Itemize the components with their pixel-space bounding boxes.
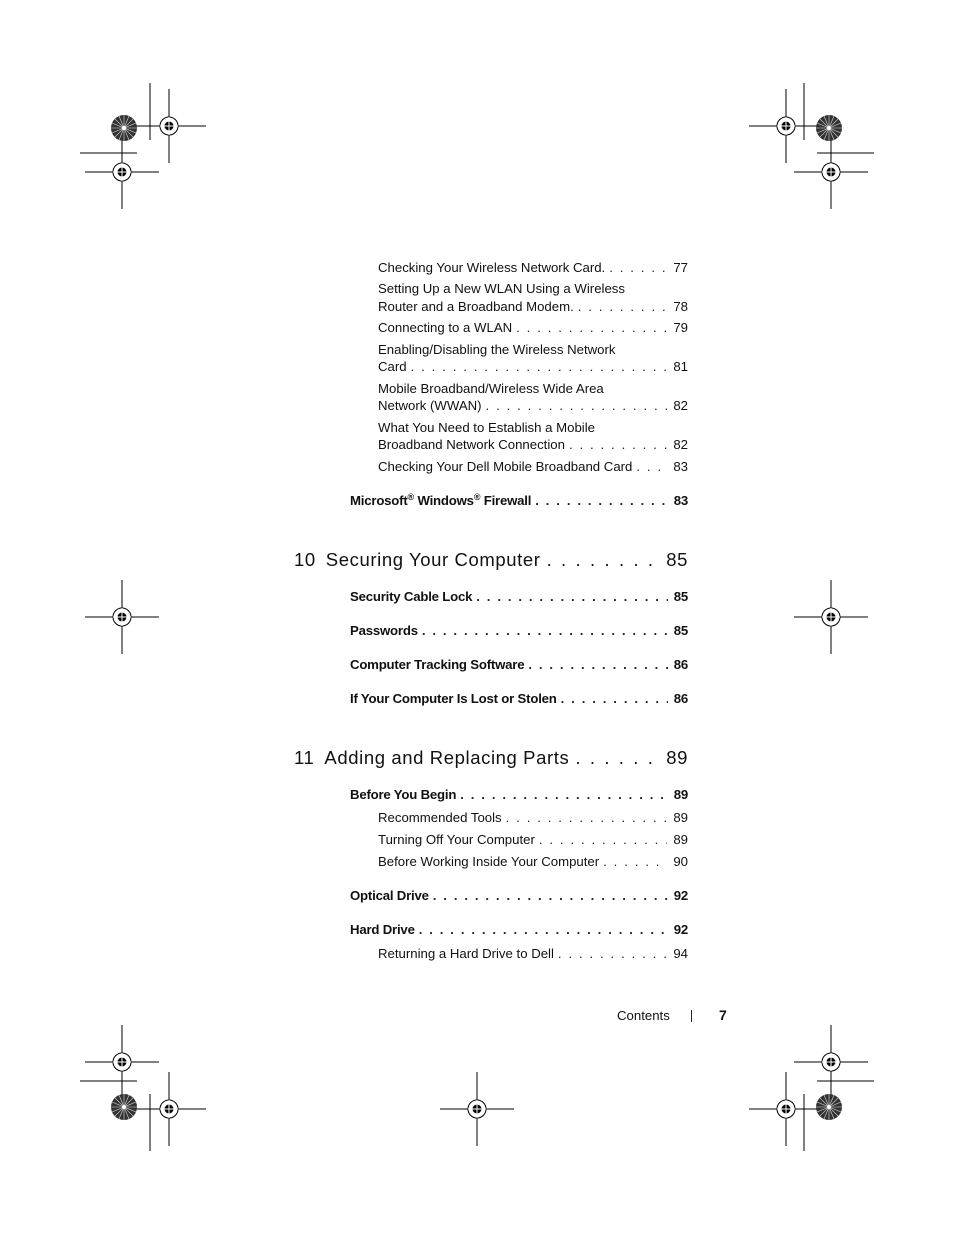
toc-entry-page: 83 — [673, 493, 688, 508]
chapter-page: 89 — [666, 747, 688, 768]
toc-entry-title: Checking Your Wireless Network Card. — [378, 260, 606, 275]
toc-entry-page: 92 — [673, 888, 688, 903]
firewall-part-firewall: Firewall — [480, 493, 532, 508]
crosshair-target-icon — [749, 1072, 823, 1146]
registered-mark: ® — [407, 492, 414, 502]
crop-line — [804, 1081, 874, 1151]
firewall-part-microsoft: Microsoft — [350, 493, 408, 508]
toc-entry-title-line1: Setting Up a New WLAN Using a Wireless — [378, 281, 625, 296]
toc-entry-title: Returning a Hard Drive to Dell — [378, 946, 554, 961]
starburst-target-icon — [111, 115, 137, 141]
chapter-title: Securing Your Computer — [325, 549, 541, 570]
registered-mark: ® — [473, 492, 481, 502]
toc-entry-page: 79 — [673, 320, 688, 335]
toc-entry-title: Before You Begin — [350, 787, 457, 802]
toc-entry-title-line1: What You Need to Establish a Mobile — [378, 420, 595, 435]
toc-entry-title: Router and a Broadband Modem. — [378, 299, 574, 314]
crosshair-target-icon — [749, 89, 823, 163]
toc-entry-title: Connecting to a WLAN — [378, 320, 513, 335]
chapter-number: 10 — [294, 549, 316, 570]
toc-entry-page: 86 — [673, 657, 688, 672]
toc-entry-title: Passwords — [350, 623, 418, 638]
firewall-part-windows: Windows — [413, 493, 474, 508]
toc-entry-title: Computer Tracking Software — [350, 657, 525, 672]
toc-entry-page: 83 — [673, 459, 688, 474]
toc-entry-title: Broadband Network Connection — [378, 437, 565, 452]
toc-entry-page: 89 — [673, 832, 688, 847]
crosshair-target-icon — [440, 1072, 514, 1146]
toc-entry-page: 90 — [673, 854, 688, 869]
toc-entry-title: Before Working Inside Your Computer — [378, 854, 600, 869]
toc-entry-title: Hard Drive — [350, 922, 415, 937]
toc-entry-page: 89 — [673, 787, 688, 802]
toc-entry-page: 86 — [673, 691, 688, 706]
crosshair-target-icon — [132, 1072, 206, 1146]
starburst-target-icon — [111, 1094, 137, 1120]
toc-entry-title-line1: Enabling/Disabling the Wireless Network — [378, 342, 616, 357]
crosshair-target-icon — [794, 1025, 868, 1099]
chapter-title: Adding and Replacing Parts — [324, 747, 570, 768]
toc-entry-page: 82 — [673, 437, 688, 452]
toc-entry-page: 92 — [673, 922, 688, 937]
crosshair-target-icon — [85, 135, 159, 209]
footer-label: Contents — [617, 1008, 670, 1023]
footer-page-number: 7 — [719, 1007, 727, 1023]
crop-line — [804, 83, 874, 153]
toc-entry-title: Network (WWAN) — [378, 398, 482, 413]
toc-entry-title: Checking Your Dell Mobile Broadband Card — [378, 459, 633, 474]
toc-entry-page: 82 — [673, 398, 688, 413]
toc-entry-page: 85 — [673, 589, 688, 604]
crosshair-target-icon — [132, 89, 206, 163]
toc-entry-page: 81 — [673, 359, 688, 374]
toc-entry-page: 78 — [673, 299, 688, 314]
toc-entry-page: 77 — [673, 260, 688, 275]
toc-entry-title: Security Cable Lock — [350, 589, 473, 604]
toc-entry-title: Recommended Tools — [378, 810, 502, 825]
crop-line — [80, 83, 150, 153]
starburst-target-icon — [816, 115, 842, 141]
toc-entry-title-line1: Mobile Broadband/Wireless Wide Area — [378, 381, 604, 396]
toc-entry-title: Turning Off Your Computer — [378, 832, 535, 847]
crosshair-target-icon — [85, 580, 159, 654]
toc-entry-page: 94 — [673, 946, 688, 961]
starburst-target-icon — [816, 1094, 842, 1120]
crosshair-target-icon — [794, 580, 868, 654]
crosshair-target-icon — [85, 1025, 159, 1099]
toc-entry-title: Optical Drive — [350, 888, 429, 903]
toc-entry-title: Card — [378, 359, 407, 374]
chapter-page: 85 — [666, 549, 688, 570]
toc-entry-page: 85 — [673, 623, 688, 638]
toc-entry-title: If Your Computer Is Lost or Stolen — [350, 691, 557, 706]
chapter-number: 11 — [294, 747, 315, 768]
crosshair-target-icon — [794, 135, 868, 209]
toc-entry-page: 89 — [673, 810, 688, 825]
